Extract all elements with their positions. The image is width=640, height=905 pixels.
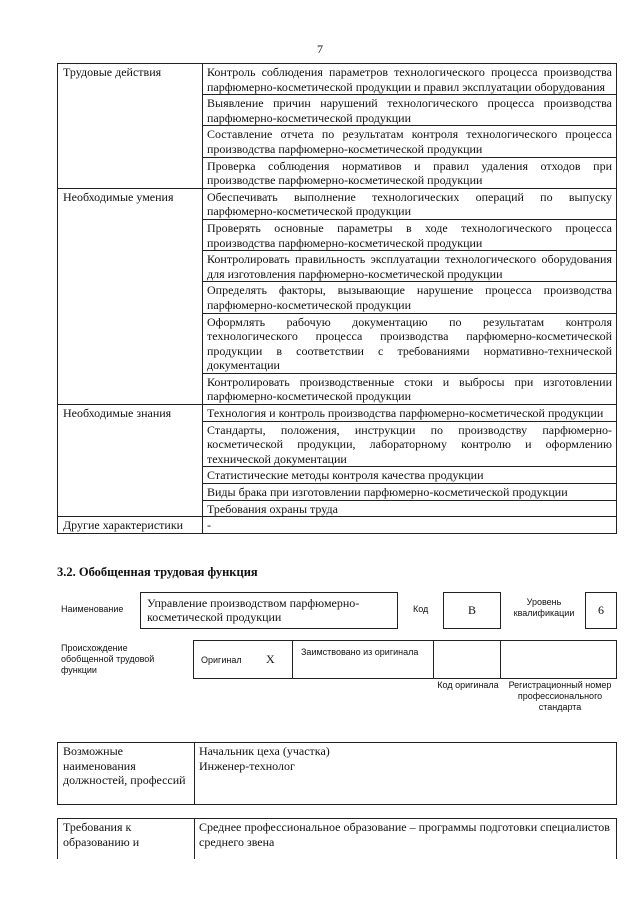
reg-number-caption: Регистрационный номер профессионального стандарта xyxy=(508,680,612,712)
name-value-box xyxy=(140,592,398,629)
row-item: Проверять основные параметры в ходе технологического процесса производства парфюмерно-косметической продукции xyxy=(203,219,617,250)
row-item: Проверка соблюдения нормативов и правил удаления отходов при производстве парфюмерно-косметической продукции xyxy=(203,157,617,188)
page-number: 7 xyxy=(317,42,323,56)
original-label: Оригинал xyxy=(201,655,242,665)
row-item: Составление отчета по результатам контроля технологического процесса производства парфюмерно-косметической продукции xyxy=(203,126,617,157)
table-row xyxy=(58,405,617,422)
level-value: 6 xyxy=(598,603,604,617)
level-value-box xyxy=(585,592,617,629)
positions-values xyxy=(195,743,617,805)
name-label: Наименование xyxy=(61,604,124,614)
row-item: Статистические методы контроля качества продукции xyxy=(203,467,617,484)
code-value: B xyxy=(467,603,476,617)
row-item: Выявление причин нарушений технологического процесса производства парфюмерно-косметической продукции xyxy=(203,95,617,126)
row-label: Необходимые знания xyxy=(58,405,203,517)
name-value: Управление производством парфюмерно-косметической продукции xyxy=(147,596,360,624)
section-heading: 3.2. Обобщенная трудовая функция xyxy=(57,565,258,579)
row-item: Контроль соблюдения параметров технологического процесса производства парфюмерно-косметической продукции и правил эксплуатации оборудования xyxy=(203,64,617,95)
education-table xyxy=(57,818,617,859)
education-value: Среднее профессиональное образование – программы подготовки специалистов среднего звена xyxy=(195,819,617,859)
position-item: Инженер-технолог xyxy=(199,758,295,773)
row-item: Стандарты, положения, инструкции по производству парфюмерно-косметической продукции, лабораторному контролю и оформлению технической документации xyxy=(203,421,617,467)
position-item: Начальник цеха (участка) xyxy=(199,744,330,758)
table-row xyxy=(58,64,617,95)
level-label: Уровень квалификации xyxy=(513,597,575,618)
reg-number-box xyxy=(500,640,617,679)
table-row xyxy=(58,188,617,219)
original-box xyxy=(193,640,293,679)
row-item: Оформлять рабочую документацию по результатам контроля технологического процесса производства парфюмерно-косметической продукции в соответствии с требованиями нормативно-технической документации xyxy=(203,313,617,373)
row-item: Технология и контроль производства парфюмерно-косметической продукции xyxy=(203,405,617,422)
education-label: Требования к образованию и xyxy=(58,819,195,859)
code-original-box xyxy=(433,640,501,679)
origin-label: Происхождение обобщенной трудовой функции xyxy=(61,643,155,675)
code-value-box xyxy=(443,592,501,629)
row-item: Определять факторы, вызывающие нарушение процесса производства парфюмерно-косметической продукции xyxy=(203,282,617,313)
row-item: Обеспечивать выполнение технологических операций по выпуску парфюмерно-косметической продукции xyxy=(203,188,617,219)
borrowed-box xyxy=(292,640,434,679)
row-label: Необходимые умения xyxy=(58,188,203,404)
row-item: Виды брака при изготовлении парфюмерно-косметической продукции xyxy=(203,484,617,501)
row-label: Трудовые действия xyxy=(58,64,203,189)
row-item: Контролировать производственные стоки и выбросы при изготовлении парфюмерно-косметической продукции xyxy=(203,373,617,404)
row-item: Требования охраны труда xyxy=(203,500,617,517)
original-mark: X xyxy=(266,652,275,666)
code-original-caption: Код оригинала xyxy=(437,680,499,690)
code-label: Код xyxy=(413,604,429,614)
positions-label: Возможные наименования должностей, профессий xyxy=(58,743,195,805)
borrowed-label: Заимствовано из оригинала xyxy=(301,647,419,657)
row-item: Контролировать правильность эксплуатации технологического оборудования для изготовления парфюмерно-косметической продукции xyxy=(203,251,617,282)
row-label: Другие характеристики xyxy=(58,517,203,534)
positions-table xyxy=(57,742,617,805)
labor-function-table xyxy=(57,63,617,534)
row-item: - xyxy=(203,517,617,534)
table-row xyxy=(58,517,617,534)
